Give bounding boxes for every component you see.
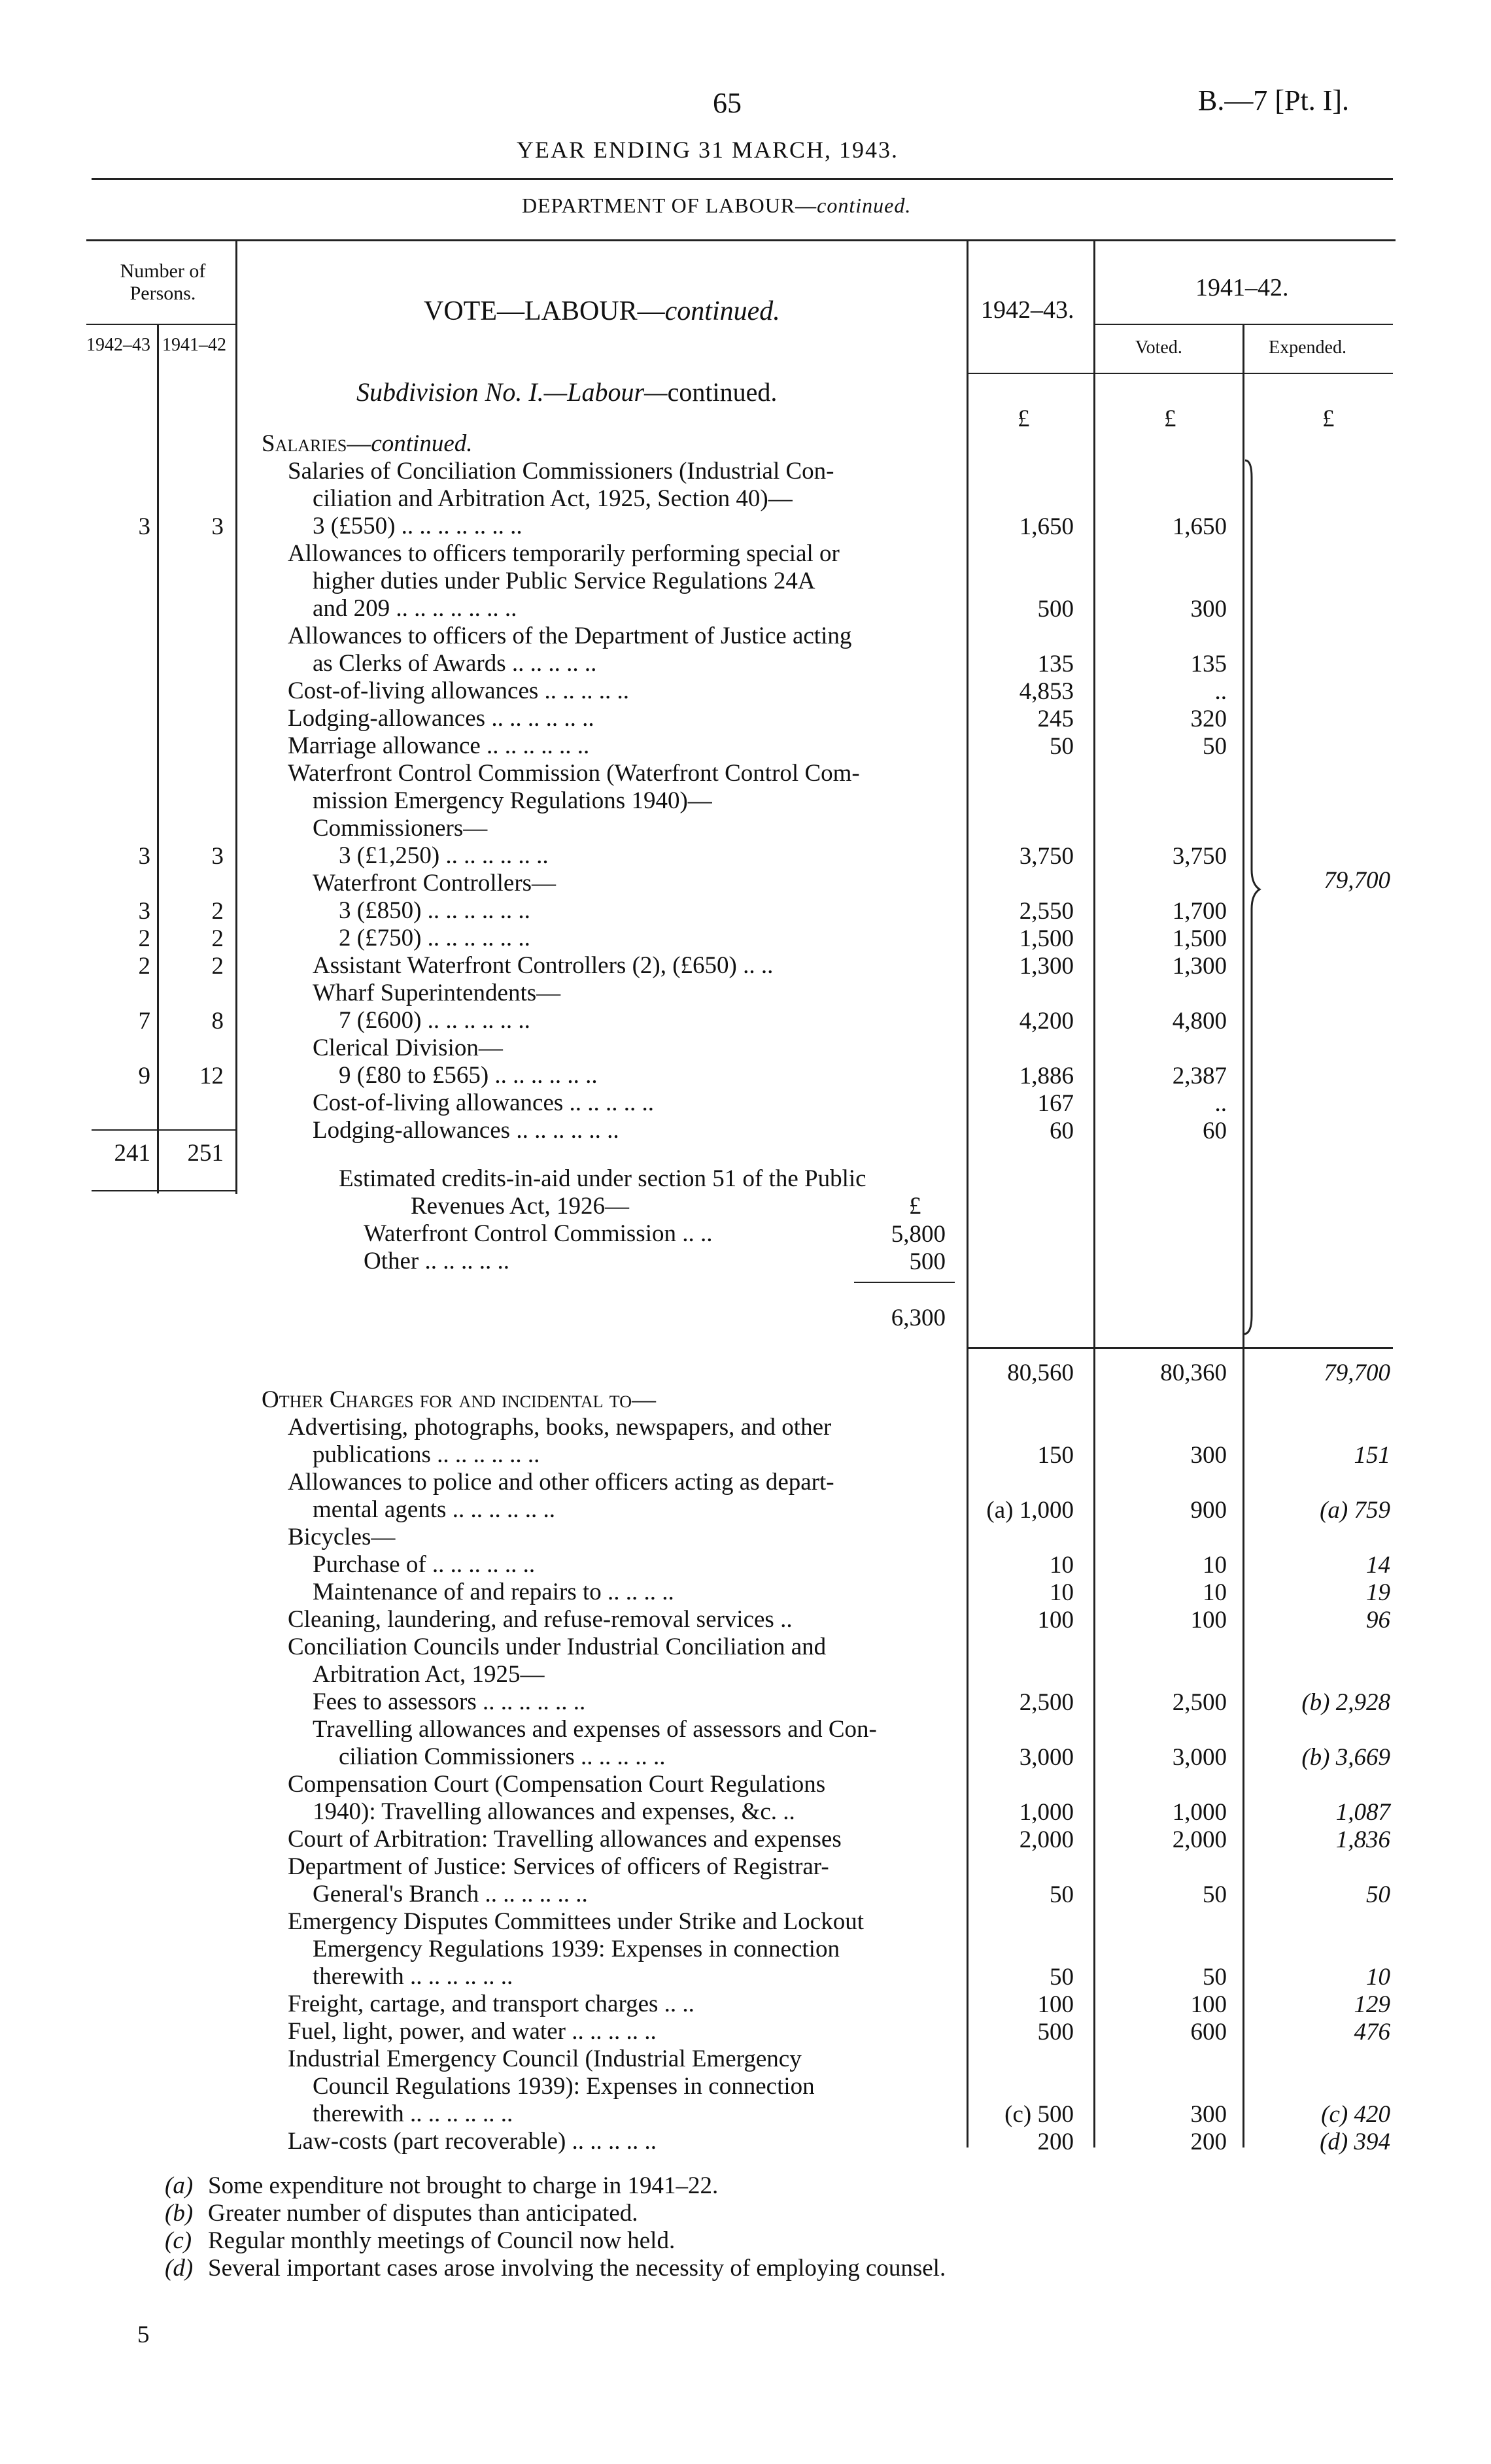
- voted-cell: 2,000: [1172, 1826, 1227, 1853]
- estimate-cell: 60: [1050, 1118, 1074, 1144]
- salaries-row-label: 3 (£550) .. .. .. .. .. .. ..: [313, 513, 523, 539]
- voted-cell: 320: [1190, 706, 1227, 732]
- persons-1942-cell: 3: [138, 843, 150, 870]
- estimate-cell: 150: [1037, 1442, 1074, 1469]
- salaries-row-label: Allowances to officers temporarily performing special or: [288, 540, 840, 567]
- voted-header: Voted.: [1135, 337, 1182, 358]
- other-row-label: Travelling allowances and expenses of assessors and Con-: [313, 1716, 877, 1743]
- table-top-rule: [86, 239, 1396, 241]
- header-bottom-rule: [968, 373, 1393, 374]
- vote-name: VOTE—LABOUR—: [424, 296, 665, 326]
- salaries-row-label: Wharf Superintendents—: [313, 980, 561, 1006]
- other-row-label: Compensation Court (Compensation Court Regulations: [288, 1771, 826, 1798]
- persons-right-border: [235, 239, 237, 1194]
- voted-cell: 300: [1190, 1442, 1227, 1469]
- voted-cell: 1,300: [1172, 953, 1227, 980]
- footer-number: 5: [137, 2321, 150, 2348]
- persons-year-1: 1942–43: [86, 335, 150, 355]
- voted-cell: 1,500: [1172, 925, 1227, 952]
- salaries-row-label: higher duties under Public Service Regulations 24A: [313, 568, 815, 594]
- page-number: 65: [713, 87, 742, 119]
- persons-1941-cell: 2: [211, 898, 224, 925]
- estimate-cell: 100: [1037, 1991, 1074, 2018]
- estimate-cell: 135: [1037, 651, 1074, 677]
- persons-1941-cell: 2: [211, 925, 224, 952]
- estimate-cell: 4,200: [1019, 1008, 1074, 1035]
- department-name: DEPARTMENT OF LABOUR—: [522, 194, 817, 217]
- voted-cell: 600: [1190, 2019, 1227, 2045]
- estimate-cell: 1,650: [1019, 513, 1074, 540]
- voted-cell: 1,000: [1172, 1799, 1227, 1826]
- department-title: [522, 194, 911, 218]
- expended-cell: 19: [1366, 1579, 1390, 1606]
- other-row-label: publications .. .. .. .. .. ..: [313, 1441, 540, 1468]
- other-row-label: therewith .. .. .. .. .. ..: [313, 2100, 513, 2127]
- credits-line-2: Revenues Act, 1926—: [411, 1193, 629, 1220]
- expended-cell: 476: [1354, 2019, 1390, 2045]
- other-row-label: Emergency Regulations 1939: Expenses in connection: [313, 1936, 840, 1962]
- persons-header-rule: [86, 324, 235, 325]
- voted-cell: 135: [1190, 651, 1227, 677]
- salaries-row-label: Assistant Waterfront Controllers (2), (£650) .. ..: [313, 952, 774, 979]
- salaries-row-label: Allowances to officers of the Department of Justice acting: [288, 623, 852, 649]
- persons-1941-cell: 12: [199, 1063, 224, 1089]
- persons-col-divider: [157, 324, 159, 1193]
- other-row-label: ciliation Commissioners .. .. .. .. ..: [339, 1743, 666, 1770]
- persons-1941-cell: 3: [211, 843, 224, 870]
- estimate-cell: 1,000: [1019, 1799, 1074, 1826]
- salaries-row-label: 9 (£80 to £565) .. .. .. .. .. ..: [339, 1062, 598, 1089]
- salaries-row-label: Clerical Division—: [313, 1035, 503, 1061]
- estimate-cell: 1,300: [1019, 953, 1074, 980]
- salaries-heading-label: Salaries—: [262, 430, 371, 457]
- salaries-row-label: and 209 .. .. .. .. .. .. ..: [313, 595, 517, 622]
- subdivision-continued: continued.: [667, 377, 778, 407]
- salaries-heading: [262, 430, 473, 458]
- other-row-label: Cleaning, laundering, and refuse-removal services ..: [288, 1606, 793, 1633]
- footnote-mark: (d): [165, 2255, 194, 2282]
- salaries-row-label: Lodging-allowances .. .. .. .. .. ..: [313, 1117, 619, 1144]
- other-row-label: therewith .. .. .. .. .. ..: [313, 1963, 513, 1990]
- footnote-text: Several important cases arose involving the necessity of employing counsel.: [208, 2255, 946, 2282]
- voted-cell: 1,650: [1172, 513, 1227, 540]
- persons-1942-cell: 7: [138, 1008, 150, 1035]
- department-continued: continued.: [817, 194, 912, 217]
- salaries-row-label: Commissioners—: [313, 815, 488, 842]
- other-row-label: Department of Justice: Services of officers of Registrar-: [288, 1853, 829, 1880]
- expended-cell: (c) 420: [1321, 2101, 1390, 2128]
- voted-cell: 300: [1190, 596, 1227, 623]
- year-title: YEAR ENDING 31 MARCH, 1943.: [517, 137, 899, 163]
- voted-cell: 100: [1190, 1991, 1227, 2018]
- estimate-left-border: [967, 239, 968, 2147]
- estimate-cell: 1,886: [1019, 1063, 1074, 1089]
- salaries-row-label: 3 (£850) .. .. .. .. .. ..: [339, 897, 530, 924]
- credits-total: 6,300: [891, 1305, 946, 1331]
- vote-title: [424, 296, 780, 327]
- estimate-cell: 500: [1037, 596, 1074, 623]
- salaries-total-rule: [967, 1347, 1393, 1349]
- estimate-cell: 167: [1037, 1090, 1074, 1117]
- voted-cell: 4,800: [1172, 1008, 1227, 1035]
- pound-voted: £: [1164, 405, 1176, 432]
- persons-year-2: 1941–42: [162, 335, 226, 355]
- estimate-cell: 500: [1037, 2019, 1074, 2045]
- salaries-row-label: Lodging-allowances .. .. .. .. .. ..: [288, 705, 594, 732]
- other-row-label: Law-costs (part recoverable) .. .. .. .. ..: [288, 2128, 657, 2155]
- credits-waterfront-label: Waterfront Control Commission .. ..: [364, 1220, 713, 1247]
- credits-waterfront-value: 5,800: [891, 1221, 946, 1248]
- estimate-cell: 3,000: [1019, 1744, 1074, 1771]
- credits-line-1: Estimated credits-in-aid under section 51 of the Public: [339, 1165, 866, 1192]
- other-row-label: 1940): Travelling allowances and expenses, &c. ..: [313, 1798, 795, 1825]
- other-row-label: Conciliation Councils under Industrial Conciliation and: [288, 1634, 827, 1660]
- footnote-text: Some expenditure not brought to charge in 1941–22.: [208, 2172, 719, 2199]
- estimate-cell: 10: [1050, 1552, 1074, 1579]
- voted-cell: 200: [1190, 2129, 1227, 2155]
- persons-1942-cell: 2: [138, 953, 150, 980]
- other-row-label: Council Regulations 1939): Expenses in connection: [313, 2073, 815, 2100]
- expended-cell: 1,836: [1335, 1826, 1390, 1853]
- other-row-label: General's Branch .. .. .. .. .. ..: [313, 1881, 588, 1908]
- persons-1941-cell: 2: [211, 953, 224, 980]
- expended-cell: 14: [1366, 1552, 1390, 1579]
- salaries-row-label: 3 (£1,250) .. .. .. .. .. ..: [339, 842, 549, 869]
- persons-total-bottom-rule: [92, 1190, 235, 1191]
- prior-year-header: 1941–42.: [1195, 274, 1289, 301]
- other-row-label: Fuel, light, power, and water .. .. .. .. ..: [288, 2018, 657, 2045]
- subdivision-title: [356, 377, 777, 407]
- pound-estimate: £: [1018, 405, 1030, 432]
- credits-total-rule: [854, 1282, 955, 1283]
- voted-cell: 2,500: [1172, 1689, 1227, 1716]
- expended-header: Expended.: [1269, 337, 1346, 358]
- other-row-label: Fees to assessors .. .. .. .. .. ..: [313, 1688, 586, 1715]
- expended-cell: 10: [1366, 1964, 1390, 1991]
- other-row-label: Bicycles—: [288, 1524, 396, 1550]
- other-row-label: Industrial Emergency Council (Industrial Emergency: [288, 2045, 802, 2072]
- other-row-label: Arbitration Act, 1925—: [313, 1661, 545, 1688]
- persons-1942-cell: 3: [138, 898, 150, 925]
- voted-cell: 50: [1203, 1881, 1227, 1908]
- voted-cell: 10: [1203, 1579, 1227, 1606]
- pound-expended: £: [1322, 405, 1335, 432]
- expended-cell: 129: [1354, 1991, 1390, 2018]
- persons-total-rule: [92, 1129, 235, 1131]
- estimate-cell: 4,853: [1019, 678, 1074, 705]
- salaries-total-estimate: 80,560: [1007, 1360, 1074, 1386]
- other-row-label: Advertising, photographs, books, newspapers, and other: [288, 1414, 832, 1441]
- other-row-label: Court of Arbitration: Travelling allowances and expenses: [288, 1826, 842, 1853]
- voted-cell: 900: [1190, 1497, 1227, 1524]
- expended-cell: (a) 759: [1320, 1497, 1390, 1524]
- salaries-row-label: Salaries of Conciliation Commissioners (Industrial Con-: [288, 458, 834, 485]
- footnote-mark: (b): [165, 2200, 194, 2227]
- subdivision-name: Subdivision No. I.—Labour—: [356, 377, 668, 407]
- estimate-cell: 50: [1050, 1964, 1074, 1991]
- document-reference: B.—7 [Pt. I].: [1198, 84, 1349, 116]
- voted-cell: 3,000: [1172, 1744, 1227, 1771]
- credits-other-label: Other .. .. .. .. ..: [364, 1248, 509, 1275]
- salaries-row-label: Cost-of-living allowances .. .. .. .. ..: [288, 677, 630, 704]
- voted-cell: ..: [1214, 1090, 1227, 1117]
- voted-cell: 300: [1190, 2101, 1227, 2128]
- credits-other-value: 500: [909, 1248, 946, 1275]
- voted-left-border: [1093, 239, 1095, 2147]
- salaries-heading-continued: continued.: [371, 430, 473, 457]
- salaries-bracket-expended: 79,700: [1324, 867, 1390, 894]
- persons-1941-cell: 3: [211, 513, 224, 540]
- estimate-cell: 200: [1037, 2129, 1074, 2155]
- expended-cell: 50: [1366, 1881, 1390, 1908]
- salaries-row-label: 7 (£600) .. .. .. .. .. ..: [339, 1007, 530, 1034]
- estimate-cell: 2,550: [1019, 898, 1074, 925]
- estimate-cell: (a) 1,000: [986, 1497, 1074, 1524]
- estimate-cell: 3,750: [1019, 843, 1074, 870]
- voted-cell: 50: [1203, 733, 1227, 760]
- salaries-row-label: Cost-of-living allowances .. .. .. .. ..: [313, 1089, 655, 1116]
- footnote-mark: (c): [165, 2227, 192, 2254]
- voted-cell: 50: [1203, 1964, 1227, 1991]
- expended-cell: 151: [1354, 1442, 1390, 1469]
- voted-cell: 10: [1203, 1552, 1227, 1579]
- salaries-bracket: [1242, 458, 1269, 1341]
- estimate-cell: 10: [1050, 1579, 1074, 1606]
- estimate-cell: 50: [1050, 1881, 1074, 1908]
- vote-continued: continued.: [664, 296, 780, 326]
- persons-1942-cell: 3: [138, 513, 150, 540]
- salaries-row-label: Marriage allowance .. .. .. .. .. ..: [288, 732, 590, 759]
- footnote-mark: (a): [165, 2172, 194, 2199]
- other-row-label: Allowances to police and other officers acting as depart-: [288, 1469, 834, 1496]
- footnote-text: Greater number of disputes than anticipated.: [208, 2200, 638, 2227]
- persons-header: Number of Persons.: [120, 260, 206, 304]
- salaries-row-label: mission Emergency Regulations 1940)—: [313, 787, 712, 814]
- estimate-cell: 2,000: [1019, 1826, 1074, 1853]
- expended-cell: (d) 394: [1320, 2129, 1390, 2155]
- voted-cell: 3,750: [1172, 843, 1227, 870]
- salaries-row-label: as Clerks of Awards .. .. .. .. ..: [313, 650, 597, 677]
- persons-total-1942: 241: [114, 1140, 150, 1167]
- expended-cell: (b) 3,669: [1301, 1744, 1390, 1771]
- expended-cell: 96: [1366, 1607, 1390, 1634]
- voted-cell: 2,387: [1172, 1063, 1227, 1089]
- header-rule: [92, 178, 1393, 180]
- estimate-cell: 50: [1050, 733, 1074, 760]
- estimate-cell: 245: [1037, 706, 1074, 732]
- estimate-cell: 100: [1037, 1607, 1074, 1634]
- salaries-total-voted: 80,360: [1160, 1360, 1227, 1386]
- salaries-row-label: Waterfront Control Commission (Waterfront Control Com-: [288, 760, 860, 787]
- persons-1942-cell: 9: [138, 1063, 150, 1089]
- persons-total-1941: 251: [187, 1140, 224, 1167]
- other-row-label: Purchase of .. .. .. .. .. ..: [313, 1551, 536, 1578]
- other-row-label: Emergency Disputes Committees under Strike and Lockout: [288, 1908, 864, 1935]
- salaries-row-label: 2 (£750) .. .. .. .. .. ..: [339, 925, 530, 951]
- estimate-cell: 1,500: [1019, 925, 1074, 952]
- estimate-cell: 2,500: [1019, 1689, 1074, 1716]
- persons-1941-cell: 8: [211, 1008, 224, 1035]
- other-row-label: mental agents .. .. .. .. .. ..: [313, 1496, 555, 1523]
- other-row-label: Maintenance of and repairs to .. .. .. ..: [313, 1579, 674, 1605]
- credits-pound: £: [909, 1193, 921, 1220]
- voted-cell: 60: [1203, 1118, 1227, 1144]
- other-row-label: Freight, cartage, and transport charges .. ..: [288, 1991, 694, 2017]
- expended-cell: (b) 2,928: [1301, 1689, 1390, 1716]
- voted-cell: 100: [1190, 1607, 1227, 1634]
- salaries-row-label: Waterfront Controllers—: [313, 870, 557, 897]
- persons-1942-cell: 2: [138, 925, 150, 952]
- estimate-header: 1942–43.: [981, 296, 1074, 324]
- other-charges-heading: Other Charges for and incidental to—: [262, 1386, 656, 1413]
- footnote-text: Regular monthly meetings of Council now held.: [208, 2227, 676, 2254]
- voted-cell: ..: [1214, 678, 1227, 705]
- salaries-total-expended: 79,700: [1324, 1360, 1390, 1386]
- voted-cell: 1,700: [1172, 898, 1227, 925]
- salaries-row-label: ciliation and Arbitration Act, 1925, Section 40)—: [313, 485, 793, 512]
- expended-cell: 1,087: [1335, 1799, 1390, 1826]
- estimate-cell: (c) 500: [1004, 2101, 1074, 2128]
